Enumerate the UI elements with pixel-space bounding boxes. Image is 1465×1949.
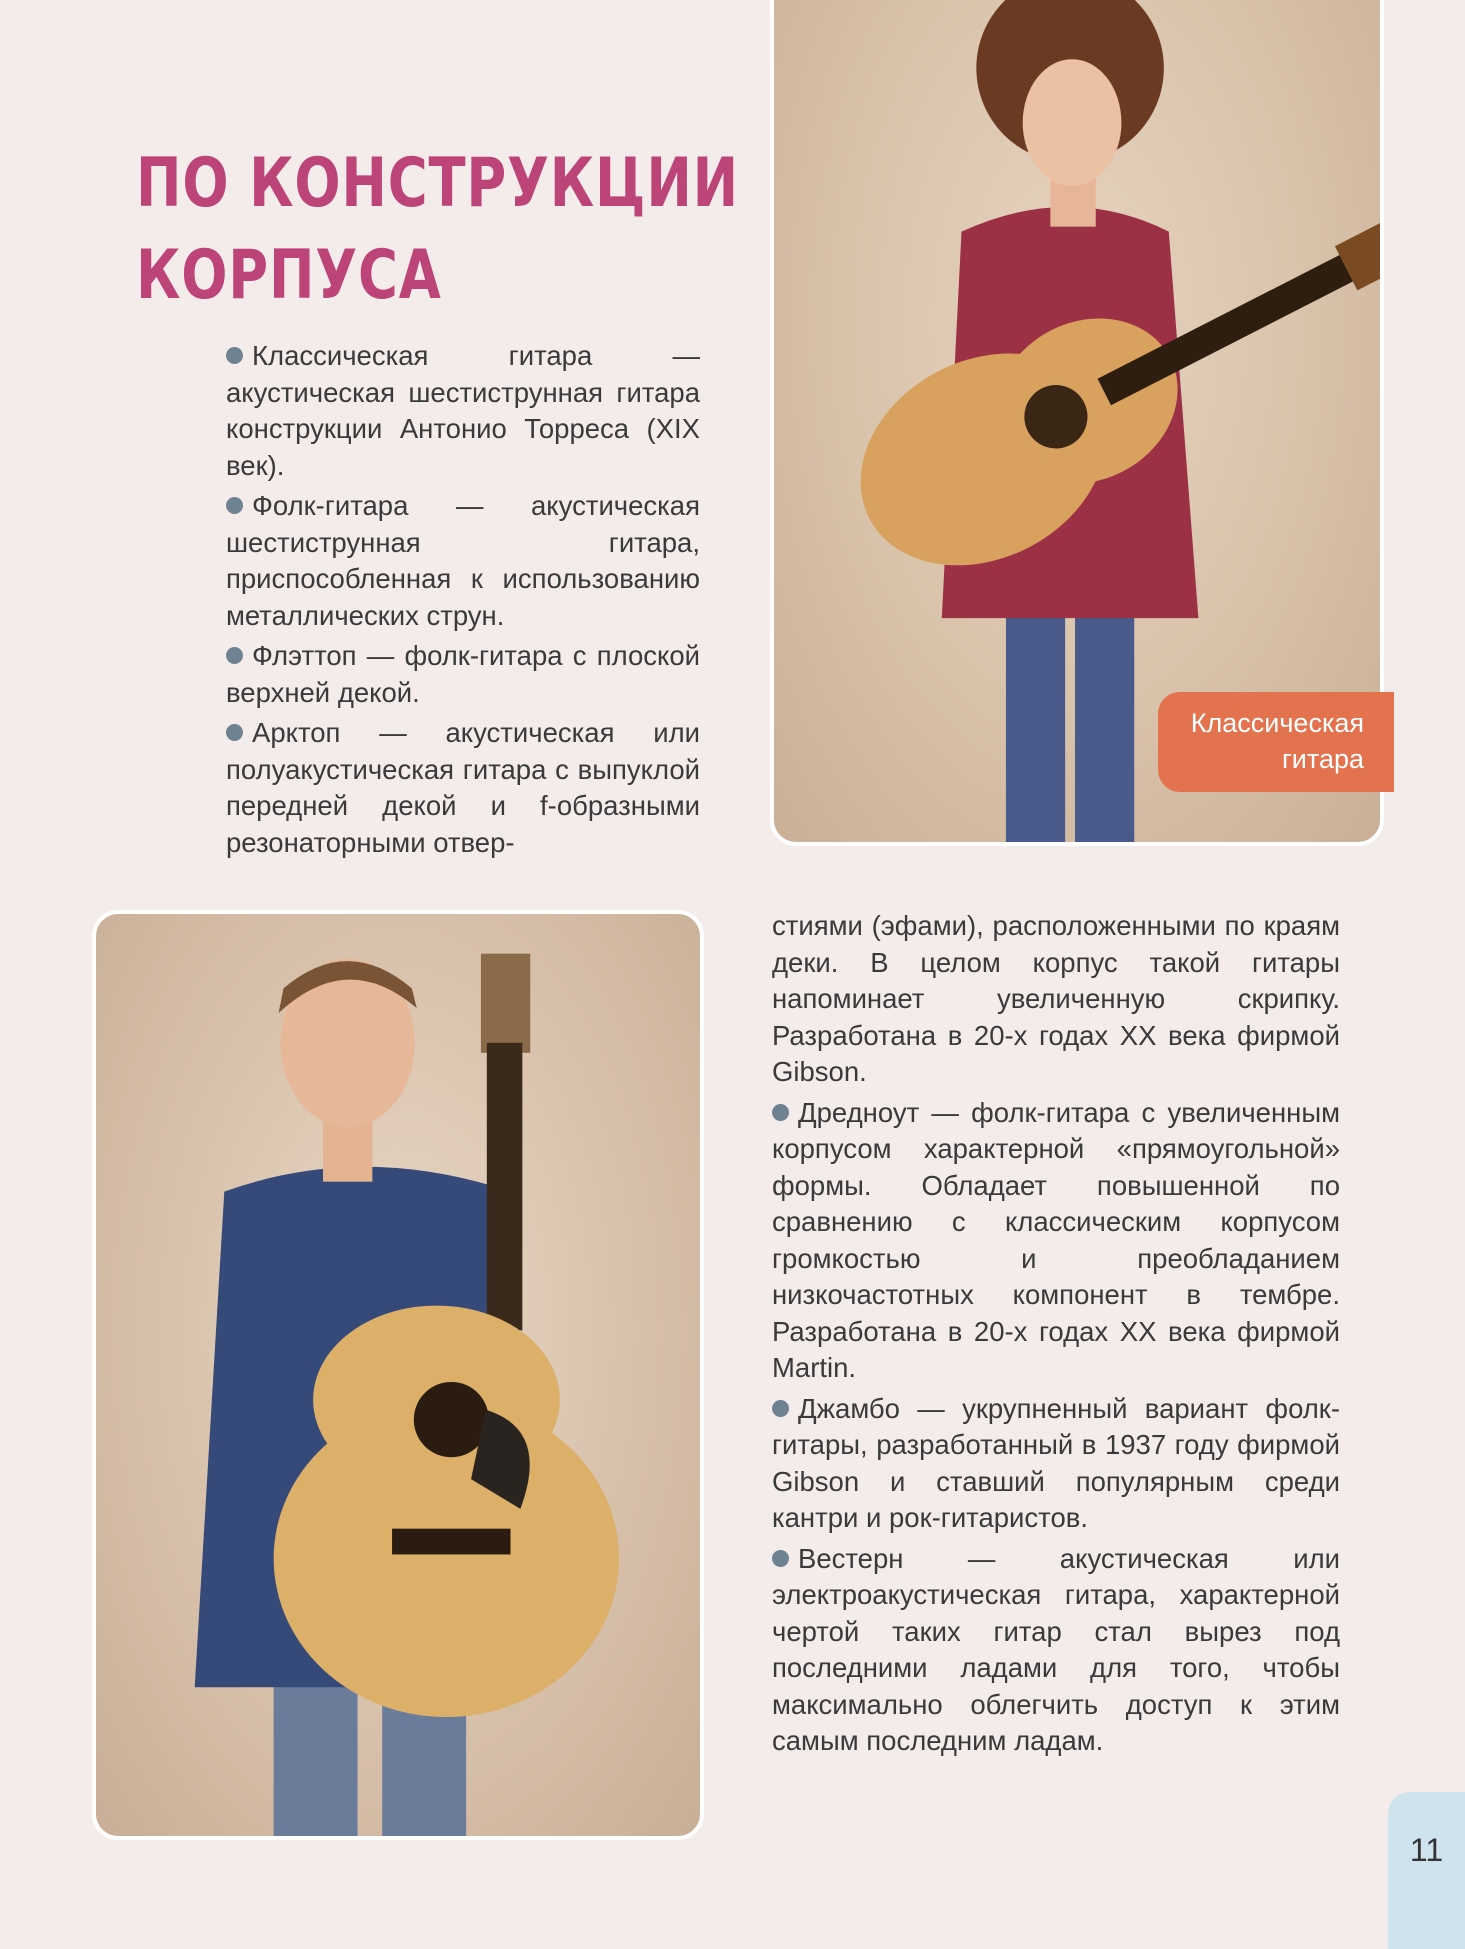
caption-line-2: гитара: [1281, 744, 1364, 774]
paragraph-classical: Классическая гитара — акустическая шестиструнная гитара конструкции Антонио Торреса (XIX век).: [226, 340, 700, 481]
paragraph-flattop: Флэттоп — фолк-гитара с плоской верхней декой.: [226, 640, 700, 708]
bullet-icon: [772, 1104, 789, 1121]
page-heading: [136, 138, 739, 322]
heading-line-1: ПО КОНСТРУКЦИИ: [136, 144, 739, 223]
photo-caption: [1158, 692, 1394, 792]
paragraph-archtop: Арктоп — акустическая или полуакустическая гитара с выпуклой передней декой и f-образными резонаторными отвер-: [226, 717, 700, 858]
photo-acoustic-guitar-man: [92, 910, 704, 1840]
paragraph-archtop-continued: стиями (эфами), расположенными по краям деки. В целом корпус такой гитары напоминает увеличенную скрипку. Разработана в 20-х годах XX века фирмой Gibson.: [772, 910, 1340, 1087]
left-text-column: [226, 338, 700, 865]
paragraph-jumbo: Джамбо — укрупненный вариант фолк-гитары, разработанный в 1937 году фирмой Gibson и ставший популярным среди кантри и рок-гитаристов.: [772, 1392, 1340, 1533]
caption-line-1: Классическая: [1190, 708, 1364, 738]
paragraph-dreadnought: Дредноут — фолк-гитара с увеличенным корпусом характерной «прямоугольной» формы. Обладает повышенной по сравнению с классическим корпусом громкостью и преобладанием низкочастотных компонент в тембре. Разработана в 20-х годах XX века фирмой Martin.: [772, 1096, 1340, 1383]
bullet-icon: [226, 497, 243, 514]
paragraph-folk: Фолк-гитара — акустическая шестиструнная гитара, приспособленная к использованию металлических струн.: [226, 490, 700, 631]
bullet-icon: [226, 724, 243, 741]
paragraph-western: Вестерн — акустическая или электроакустическая гитара, характерной чертой таких гитар стал вырез под последними ладами для того, чтобы максимально облегчить доступ к этим самым последним ладам.: [772, 1542, 1340, 1756]
heading-line-2: КОРПУСА: [136, 236, 442, 315]
bullet-icon: [772, 1550, 789, 1567]
bullet-icon: [772, 1400, 789, 1417]
bullet-icon: [226, 347, 243, 364]
bullet-icon: [226, 647, 243, 664]
page-number: 11: [1388, 1792, 1465, 1949]
right-text-column: [772, 908, 1340, 1764]
man-with-guitar-illustration: [96, 914, 700, 1836]
